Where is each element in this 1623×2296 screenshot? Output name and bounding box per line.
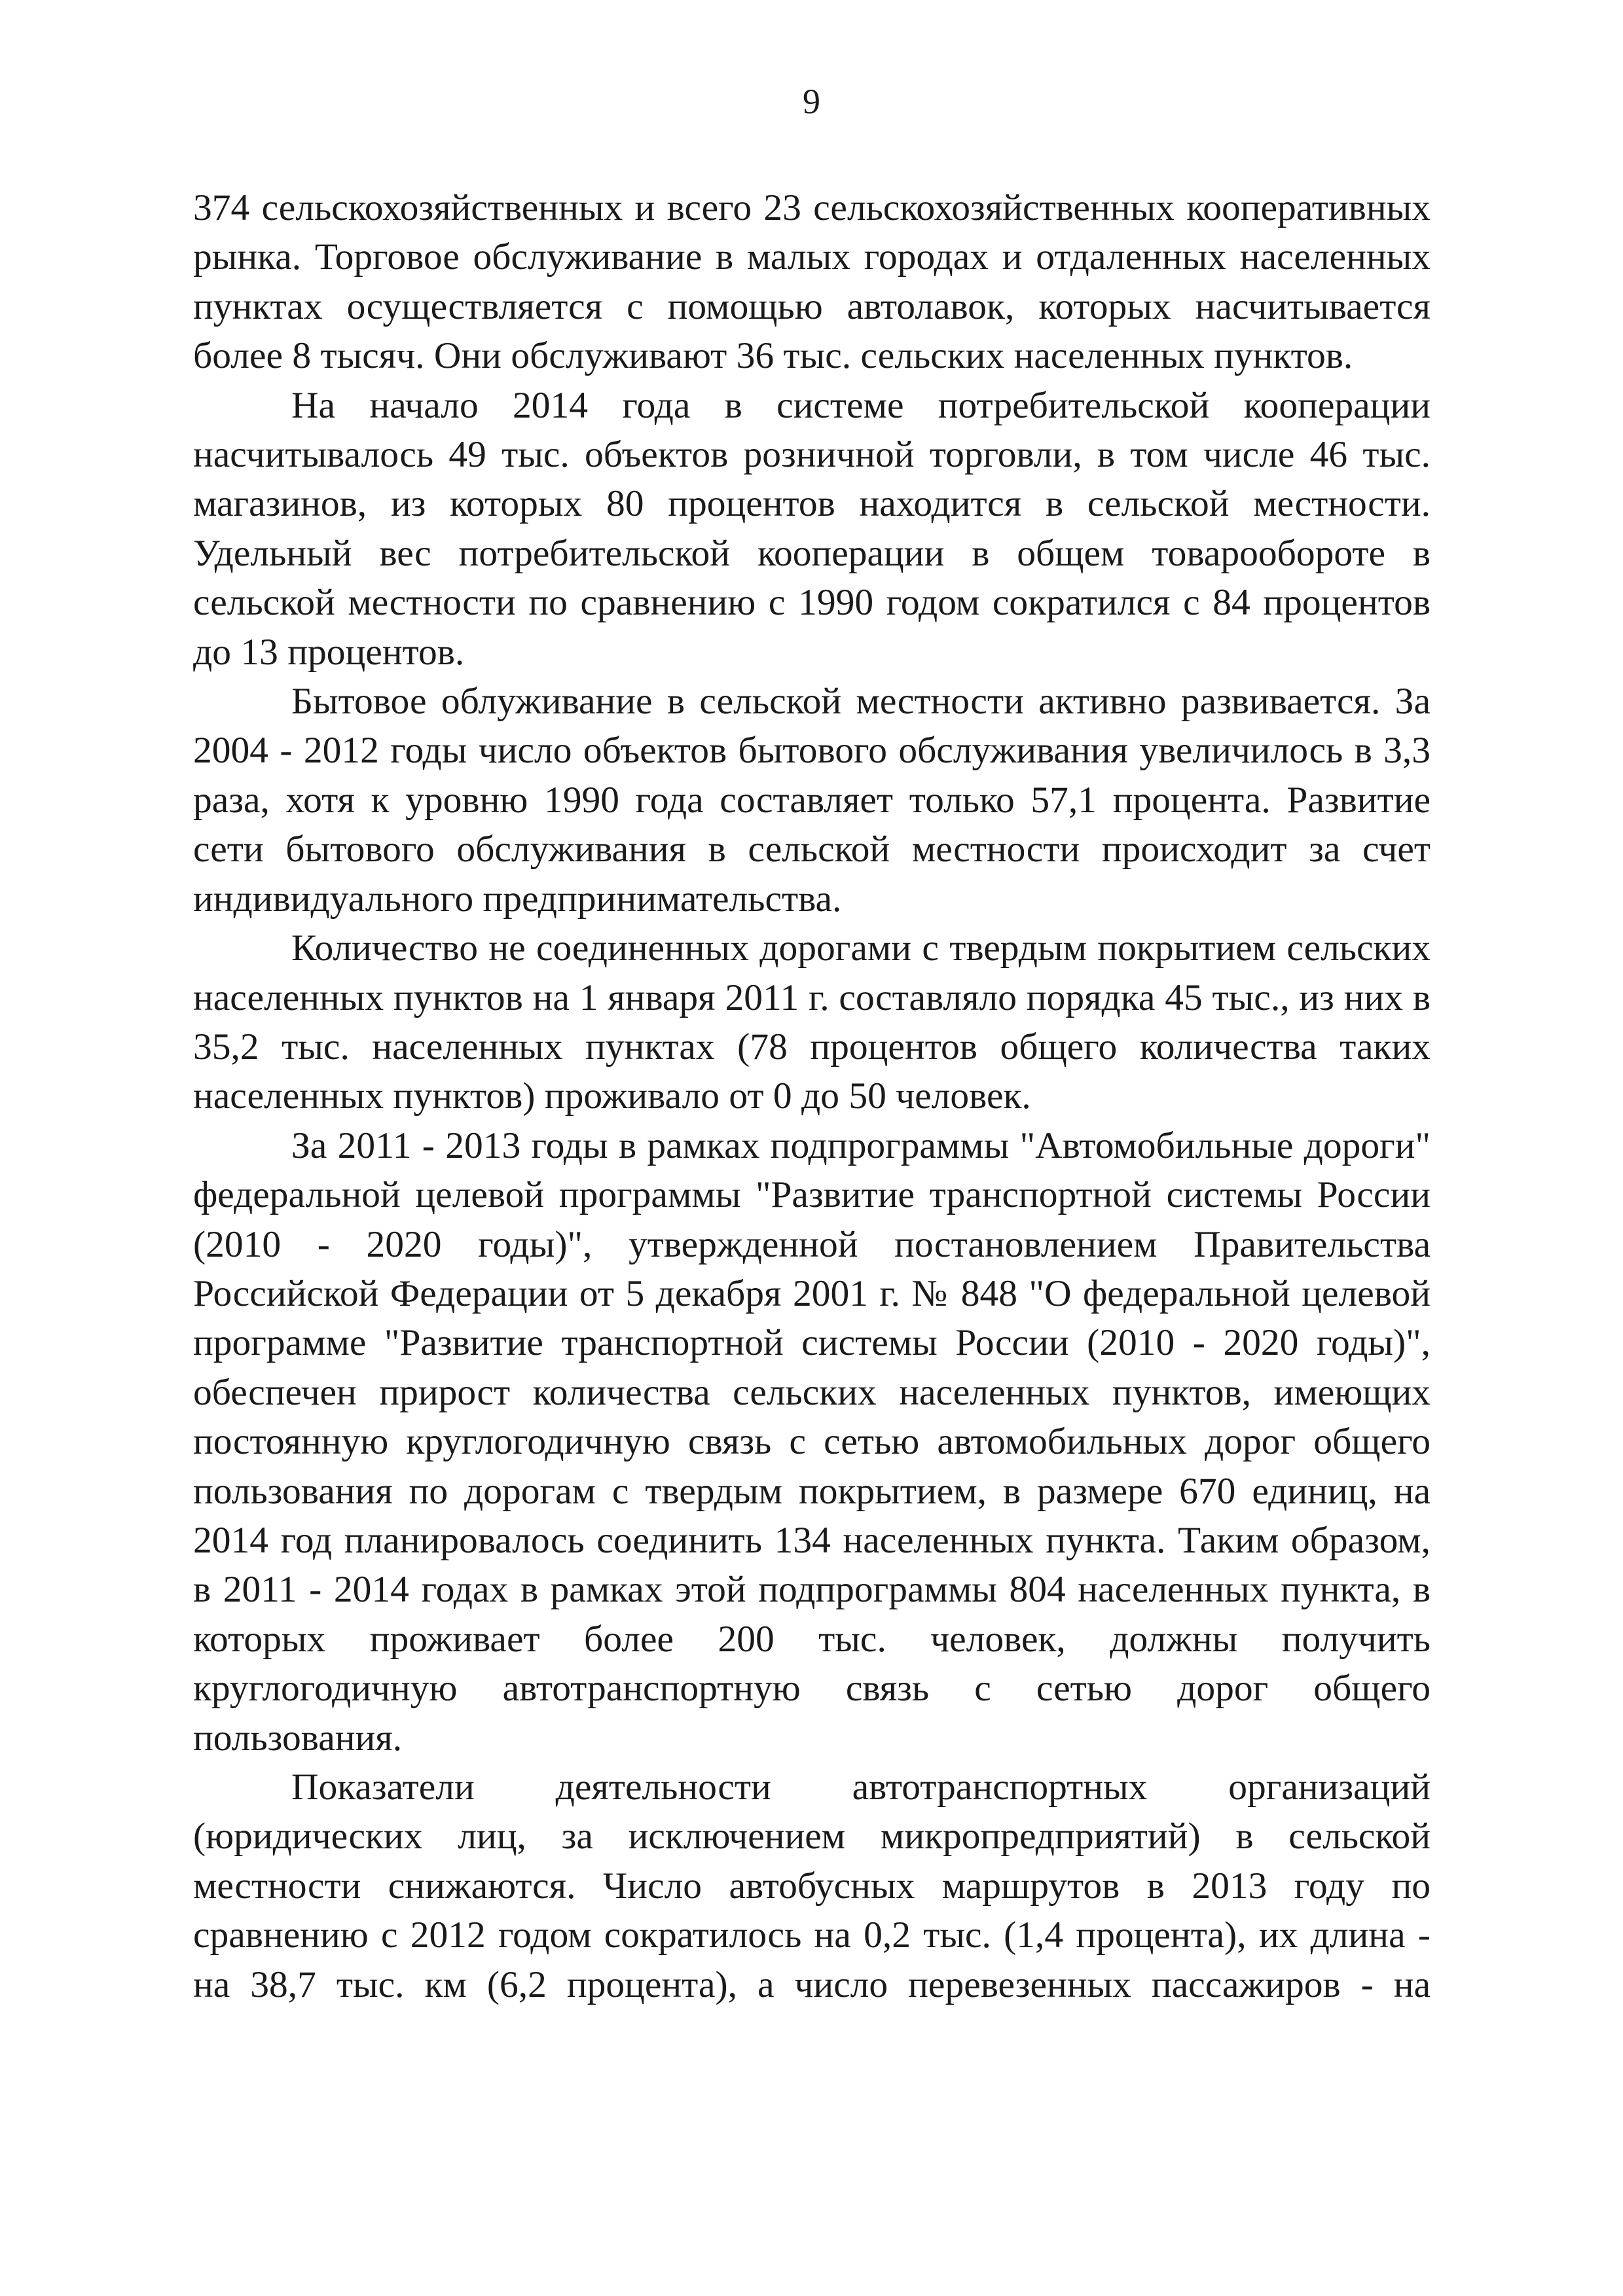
page-number: 9 [803, 82, 820, 121]
paragraph-consumer-cooperation: На начало 2014 года в системе потребительской кооперации насчитывалось 49 тыс. объектов розничной торговли, в том числе 46 тыс. магазинов, из которых 80 процентов находится в сельской местности. Удельный вес потребительской кооперации в общем товарообороте в сельской местности по сравнению с 1990 годом сократился с 84 процентов до 13 процентов. [193, 384, 1431, 673]
body-text [193, 183, 1431, 2009]
paragraph-continuation: 374 сельскохозяйственных и всего 23 сельскохозяйственных кооперативных рынка. Торговое обслуживание в малых городах и отдаленных населенных пунктах осуществляется с помощью автолавок, которых насчитывается более 8 тысяч. Они обслуживают 36 тыс. сельских населенных пунктов. [193, 187, 1431, 377]
paragraph-consumer-services: Бытовое облуживание в сельской местности активно развивается. За 2004 - 2012 годы число объектов бытового обслуживания увеличилось в 3,3 раза, хотя к уровню 1990 года составляет только 57,1 процента. Развитие сети бытового обслуживания в сельской местности происходит за счет индивидуального предпринимательства. [193, 681, 1431, 920]
paragraph-transport-indicators: Показатели деятельности автотранспортных организаций (юридических лиц, за исключением микропредприятий) в сельской местности снижаются. Число автобусных маршрутов в 2013 году по сравнению с 2012 годом сократилось на 0,2 тыс. (1,4 процента), их длина - на 38,7 тыс. км (6,2 процента), а число перевезенных пассажиров - на [193, 1767, 1431, 2005]
paragraph-unconnected-settlements: Количество не соединенных дорогами с твердым покрытием сельских населенных пунктов на 1 января 2011 г. составляло порядка 45 тыс., из них в 35,2 тыс. населенных пунктах (78 процентов общего количества таких населенных пунктов) проживало от 0 до 50 человек. [193, 927, 1431, 1117]
paragraph-roads-program: За 2011 - 2013 годы в рамках подпрограммы "Автомобильные дороги" федеральной целевой программы "Развитие транспортной системы России (2010 - 2020 годы)", утвержденной постановлением Правительства Российской Федерации от 5 декабря 2001 г. № 848 "О федеральной целевой программе "Развитие транспортной системы России (2010 - 2020 годы)", обеспечен прирост количества сельских населенных пунктов, имеющих постоянную круглогодичную связь с сетью автомобильных дорог общего пользования по дорогам с твердым покрытием, в размере 670 единиц, на 2014 год планировалось соединить 134 населенных пункта. Таким образом, в 2011 - 2014 годах в рамках этой подпрограммы 804 населенных пункта, в которых проживает более 200 тыс. человек, должны получить круглогодичную автотранспортную связь с сетью дорог общего пользования. [193, 1124, 1431, 1759]
